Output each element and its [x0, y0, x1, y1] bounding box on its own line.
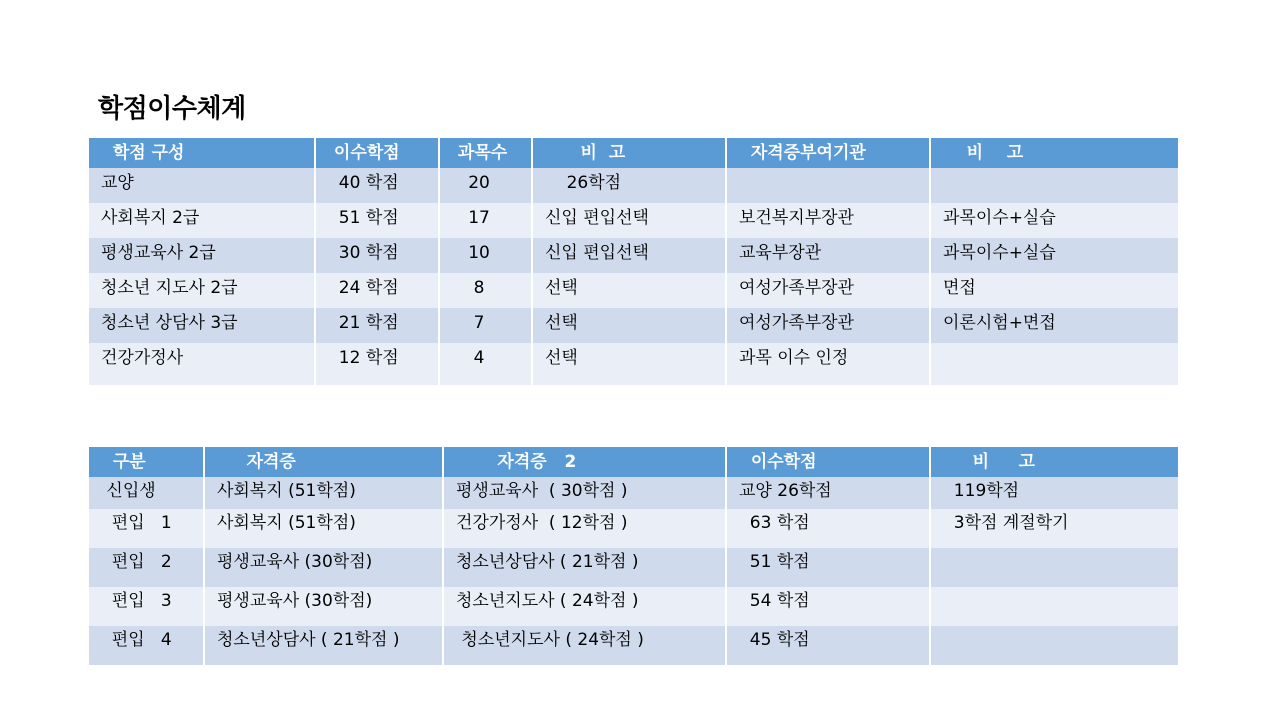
- table-cell: 7: [439, 308, 532, 343]
- table-cell: 51 학점: [726, 548, 930, 587]
- table-cell: 12 학점: [315, 343, 439, 385]
- page-title: 학점이수체계: [98, 94, 246, 124]
- table-cell: 4: [439, 343, 532, 385]
- table-cell: 신입 편입선택: [532, 238, 726, 273]
- column-header: 자격증부여기관: [726, 138, 930, 168]
- table-cell: 17: [439, 203, 532, 238]
- table-cell: 사회복지 (51학점): [204, 477, 443, 509]
- table-cell: 건강가정사: [89, 343, 315, 385]
- column-header: 구분: [89, 447, 204, 477]
- table-cell: 119학점: [930, 477, 1178, 509]
- table-cell: 63 학점: [726, 509, 930, 548]
- header-row: [89, 138, 1178, 168]
- table-cell: 편입 2: [89, 548, 204, 587]
- column-header: 비 고: [930, 447, 1178, 477]
- table-cell: [930, 168, 1178, 203]
- table-cell: 40 학점: [315, 168, 439, 203]
- table-cell: 평생교육사 ( 30학점 ): [443, 477, 726, 509]
- table-cell: 24 학점: [315, 273, 439, 308]
- table-cell: 30 학점: [315, 238, 439, 273]
- column-header: 자격증 2: [443, 447, 726, 477]
- table-cell: 편입 3: [89, 587, 204, 626]
- table-cell: 교육부장관: [726, 238, 930, 273]
- admission-path-table: [89, 447, 1178, 665]
- table-cell: 면접: [930, 273, 1178, 308]
- table-cell: 51 학점: [315, 203, 439, 238]
- table-cell: 선택: [532, 343, 726, 385]
- table-cell: 평생교육사 2급: [89, 238, 315, 273]
- column-header: 비 고: [532, 138, 726, 168]
- column-header: 과목수: [439, 138, 532, 168]
- column-header: 학점 구성: [89, 138, 315, 168]
- table-cell: 3학점 계절학기: [930, 509, 1178, 548]
- table-cell: 사회복지 2급: [89, 203, 315, 238]
- table-cell: 45 학점: [726, 626, 930, 665]
- table-cell: 이론시험+면접: [930, 308, 1178, 343]
- table-cell: 신입 편입선택: [532, 203, 726, 238]
- table-cell: 건강가정사 ( 12학점 ): [443, 509, 726, 548]
- credit-structure-table: [89, 138, 1178, 385]
- table-row: [89, 477, 1178, 509]
- table-cell: 청소년 상담사 3급: [89, 308, 315, 343]
- admission-path-body: [89, 447, 1178, 665]
- table-cell: [726, 168, 930, 203]
- table-row: [89, 238, 1178, 273]
- table-cell: 교양: [89, 168, 315, 203]
- table-row: [89, 168, 1178, 203]
- table-row: [89, 509, 1178, 548]
- table-row: [89, 343, 1178, 385]
- table-cell: 20: [439, 168, 532, 203]
- table-cell: 과목이수+실습: [930, 203, 1178, 238]
- table-cell: 편입 4: [89, 626, 204, 665]
- table-cell: 21 학점: [315, 308, 439, 343]
- column-header: 자격증: [204, 447, 443, 477]
- table-cell: 선택: [532, 273, 726, 308]
- table-row: [89, 273, 1178, 308]
- table-cell: 청소년 지도사 2급: [89, 273, 315, 308]
- table-cell: [930, 548, 1178, 587]
- table-cell: 사회복지 (51학점): [204, 509, 443, 548]
- table-row: [89, 548, 1178, 587]
- table-cell: 청소년상담사 ( 21학점 ): [204, 626, 443, 665]
- table-cell: 과목 이수 인정: [726, 343, 930, 385]
- table-row: [89, 203, 1178, 238]
- table-row: [89, 587, 1178, 626]
- table-cell: 평생교육사 (30학점): [204, 587, 443, 626]
- table-cell: 교양 26학점: [726, 477, 930, 509]
- table-row: [89, 626, 1178, 665]
- table-cell: 10: [439, 238, 532, 273]
- table-cell: 신입생: [89, 477, 204, 509]
- table-cell: [930, 587, 1178, 626]
- table-cell: 편입 1: [89, 509, 204, 548]
- column-header: 이수학점: [315, 138, 439, 168]
- table-cell: 청소년지도사 ( 24학점 ): [443, 587, 726, 626]
- table-cell: 26학점: [532, 168, 726, 203]
- header-row: [89, 447, 1178, 477]
- table-cell: 여성가족부장관: [726, 273, 930, 308]
- table-cell: 평생교육사 (30학점): [204, 548, 443, 587]
- table-cell: 과목이수+실습: [930, 238, 1178, 273]
- table-cell: 8: [439, 273, 532, 308]
- table-cell: 보건복지부장관: [726, 203, 930, 238]
- table-cell: 여성가족부장관: [726, 308, 930, 343]
- table-cell: 청소년상담사 ( 21학점 ): [443, 548, 726, 587]
- table-cell: 54 학점: [726, 587, 930, 626]
- column-header: 이수학점: [726, 447, 930, 477]
- credit-structure-body: [89, 138, 1178, 385]
- table-cell: [930, 343, 1178, 385]
- table-cell: 청소년지도사 ( 24학점 ): [443, 626, 726, 665]
- column-header: 비 고: [930, 138, 1178, 168]
- table-cell: 선택: [532, 308, 726, 343]
- table-cell: [930, 626, 1178, 665]
- table-row: [89, 308, 1178, 343]
